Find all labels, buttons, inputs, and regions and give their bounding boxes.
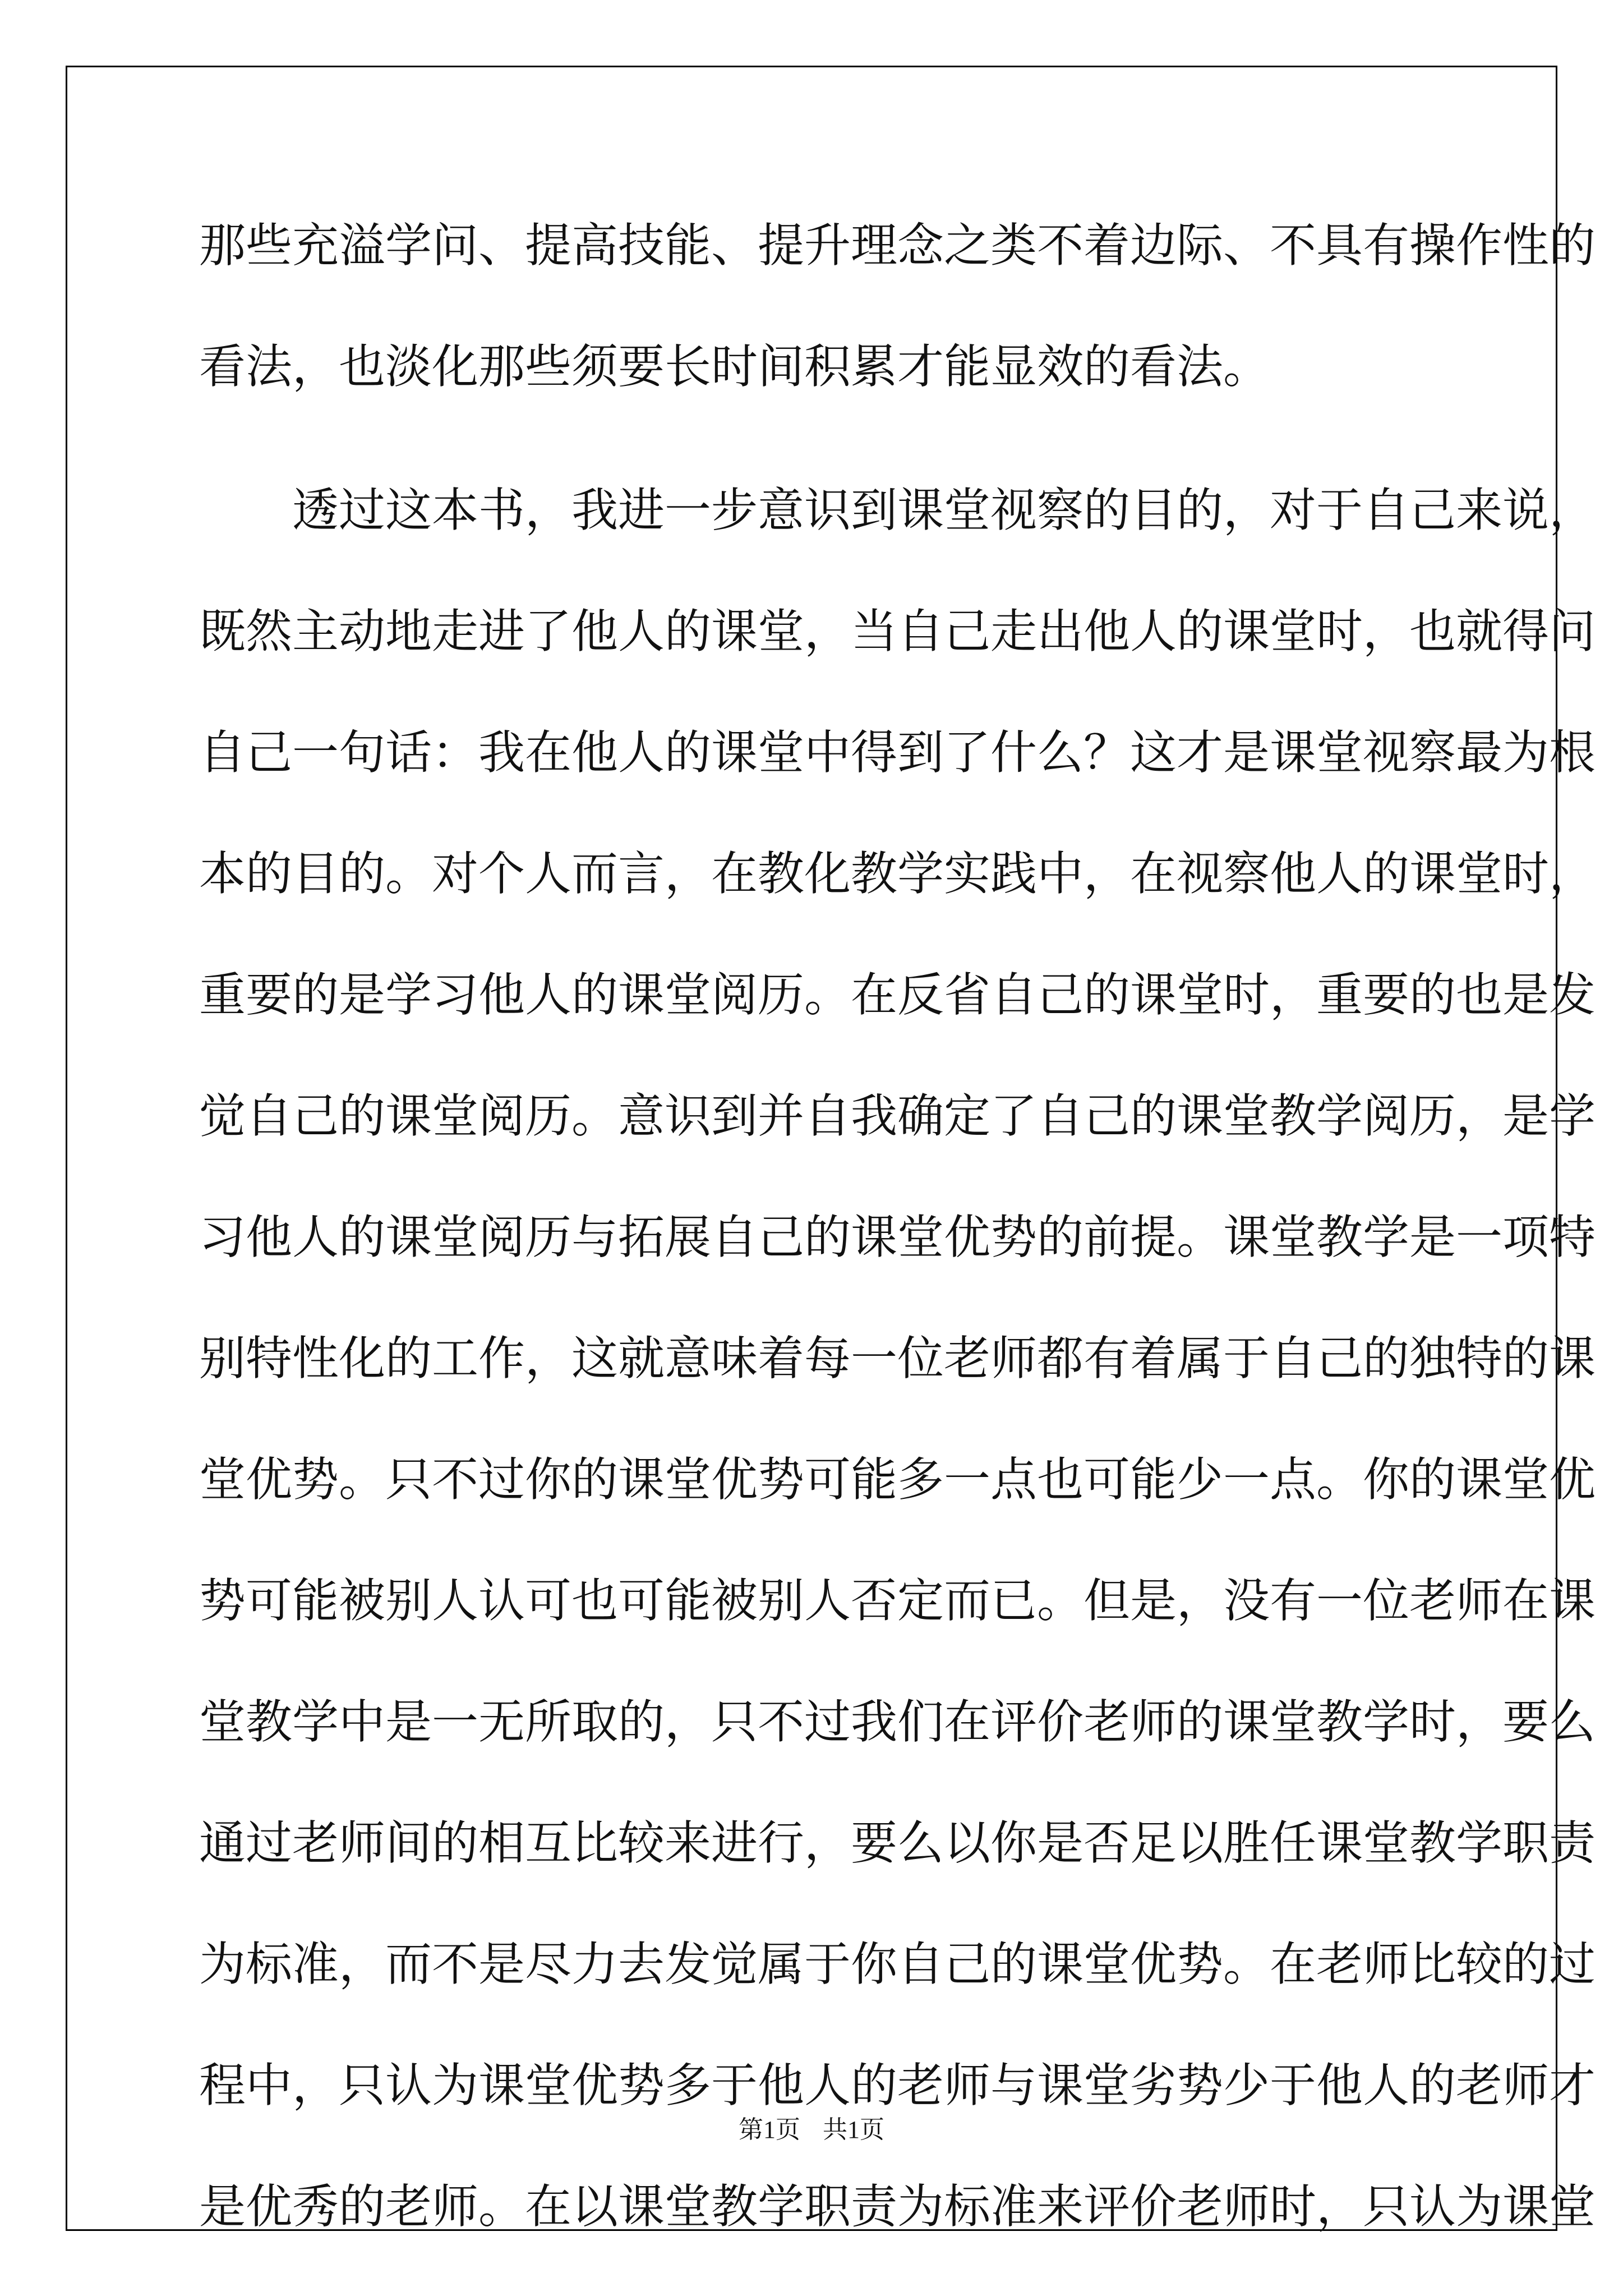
paragraph-2-line-1: 透过这本书，我进一步意识到课堂视察的目的，对于自己来说， bbox=[292, 483, 1596, 537]
paragraph-2-line-14: 程中，只认为课堂优势多于他人的老师与课堂劣势少于他人的老师才 bbox=[199, 2058, 1596, 2113]
paragraph-2-line-2: 既然主动地走进了他人的课堂，当自己走出他人的课堂时，也就得问 bbox=[199, 604, 1596, 659]
paragraph-2-line-8: 别特性化的工作，这就意味着每一位老师都有着属于自己的独特的课 bbox=[199, 1331, 1596, 1386]
paragraph-1-line-2: 看法，也淡化那些须要长时间积累才能显效的看法。 bbox=[199, 339, 1270, 394]
paragraph-2-line-13: 为标准，而不是尽力去发觉属于你自己的课堂优势。在老师比较的过 bbox=[199, 1937, 1596, 1991]
page-number-current: 第1页 bbox=[739, 2116, 800, 2143]
paragraph-2-line-4: 本的目的。对个人而言，在教化教学实践中，在视察他人的课堂时， bbox=[199, 846, 1596, 901]
paragraph-2-line-15: 是优秀的老师。在以课堂教学职责为标准来评价老师时，只认为课堂 bbox=[199, 2179, 1596, 2234]
paragraph-2-line-9: 堂优势。只不过你的课堂优势可能多一点也可能少一点。你的课堂优 bbox=[199, 1452, 1596, 1507]
paragraph-2-line-7: 习他人的课堂阅历与拓展自己的课堂优势的前提。课堂教学是一项特 bbox=[199, 1210, 1596, 1264]
page-number-total: 共1页 bbox=[823, 2116, 884, 2143]
paragraph-1-line-1: 那些充溢学问、提高技能、提升理念之类不着边际、不具有操作性的 bbox=[199, 218, 1596, 273]
paragraph-2-line-3: 自己一句话：我在他人的课堂中得到了什么？这才是课堂视察最为根 bbox=[199, 725, 1596, 780]
paragraph-2-line-10: 势可能被别人认可也可能被别人否定而已。但是，没有一位老师在课 bbox=[199, 1573, 1596, 1628]
document-body bbox=[199, 185, 1596, 2267]
paragraph-2-line-11: 堂教学中是一无所取的，只不过我们在评价老师的课堂教学时，要么 bbox=[199, 1695, 1596, 1749]
paragraph-2-line-6: 觉自己的课堂阅历。意识到并自我确定了自己的课堂教学阅历，是学 bbox=[199, 1089, 1596, 1143]
paragraph-gap bbox=[199, 427, 1427, 450]
page-footer bbox=[0, 2109, 1623, 2145]
paragraph-2-line-5: 重要的是学习他人的课堂阅历。在反省自己的课堂时，重要的也是发 bbox=[199, 968, 1596, 1022]
paragraph-2-line-12: 通过老师间的相互比较来进行，要么以你是否足以胜任课堂教学职责 bbox=[199, 1816, 1596, 1870]
